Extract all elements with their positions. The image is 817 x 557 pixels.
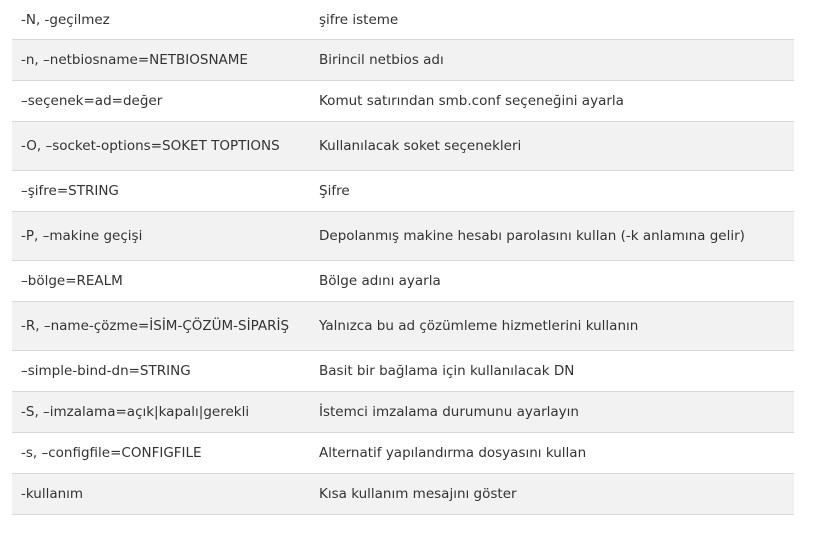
description-cell: Bölge adını ayarla (308, 261, 794, 302)
description-cell: Depolanmış makine hesabı parolasını kullan (-k anlamına gelir) (308, 212, 794, 261)
description-cell: Şifre (308, 171, 794, 212)
table-row (12, 122, 794, 171)
table-row (12, 212, 794, 261)
option-cell: –şifre=STRING (12, 171, 308, 212)
table-row (12, 302, 794, 351)
description-cell: Kullanılacak soket seçenekleri (308, 122, 794, 171)
table-row (12, 81, 794, 122)
table-row (12, 392, 794, 433)
description-cell: İstemci imzalama durumunu ayarlayın (308, 392, 794, 433)
table-row (12, 433, 794, 474)
table-row (12, 40, 794, 81)
description-cell: Birincil netbios adı (308, 40, 794, 81)
description-cell: şifre isteme (308, 0, 794, 40)
table-row (12, 0, 794, 40)
table-row (12, 351, 794, 392)
table-row (12, 474, 794, 515)
table-row (12, 171, 794, 212)
options-table (12, 0, 794, 515)
description-cell: Alternatif yapılandırma dosyasını kullan (308, 433, 794, 474)
table-row (12, 261, 794, 302)
option-cell: -n, –netbiosname=NETBIOSNAME (12, 40, 308, 81)
option-cell: -S, –imzalama=açık|kapalı|gerekli (12, 392, 308, 433)
option-cell: -kullanım (12, 474, 308, 515)
description-cell: Komut satırından smb.conf seçeneğini ayarla (308, 81, 794, 122)
option-cell: -N, -geçilmez (12, 0, 308, 40)
description-cell: Yalnızca bu ad çözümleme hizmetlerini kullanın (308, 302, 794, 351)
option-cell: -P, –makine geçişi (12, 212, 308, 261)
option-cell: -R, –name-çözme=İSİM-ÇÖZÜM-SİPARİŞ (12, 302, 308, 351)
option-cell: -O, –socket-options=SOKET TOPTIONS (12, 122, 308, 171)
option-cell: –bölge=REALM (12, 261, 308, 302)
option-cell: –seçenek=ad=değer (12, 81, 308, 122)
description-cell: Kısa kullanım mesajını göster (308, 474, 794, 515)
description-cell: Basit bir bağlama için kullanılacak DN (308, 351, 794, 392)
option-cell: –simple-bind-dn=STRING (12, 351, 308, 392)
option-cell: -s, –configfile=CONFIGFILE (12, 433, 308, 474)
